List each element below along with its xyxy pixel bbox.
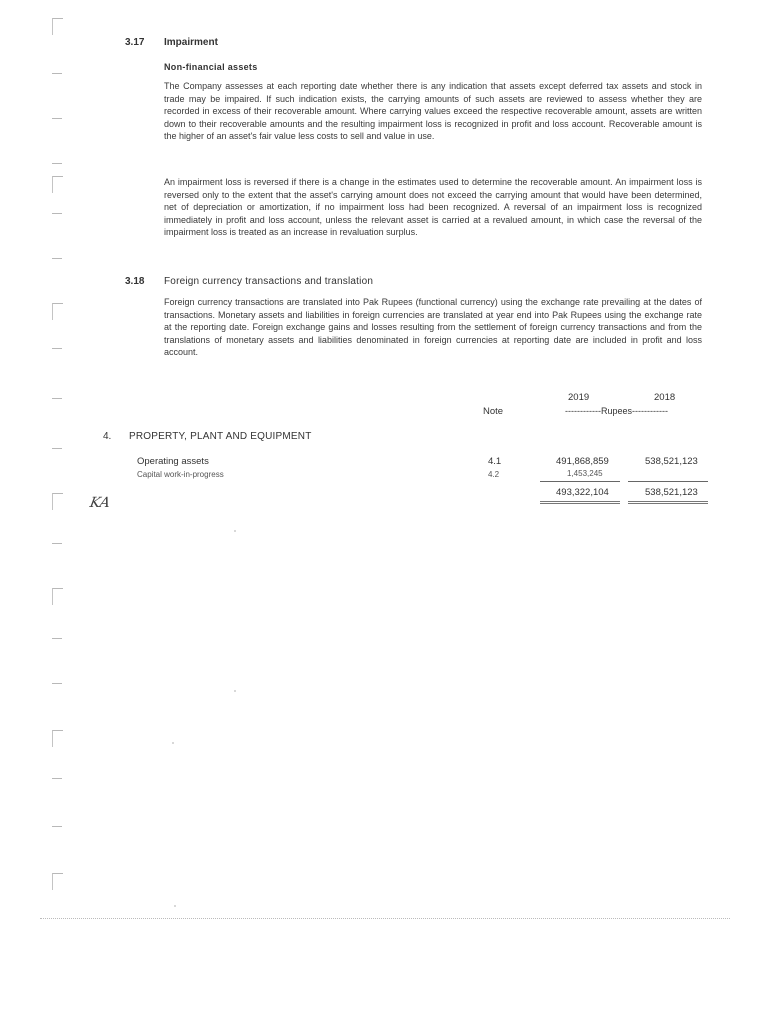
section-317-subheading: Non-financial assets — [164, 62, 258, 72]
subtotal-line-2019 — [540, 481, 620, 482]
total-double-line-2019 — [540, 501, 620, 504]
column-year-2018: 2018 — [654, 392, 676, 403]
row-cwip-note: 4.2 — [488, 470, 500, 479]
row-operating-assets-label: Operating assets — [137, 456, 209, 467]
column-year-2019: 2019 — [568, 392, 590, 403]
row-cwip-label: Capital work-in-progress — [137, 470, 224, 479]
section-4-number: 4. — [103, 431, 112, 442]
row-operating-assets-2019: 491,868,859 — [556, 456, 609, 467]
total-2018: 538,521,123 — [645, 487, 698, 498]
section-317-number: 3.17 — [125, 37, 145, 48]
row-operating-assets-note: 4.1 — [488, 456, 502, 467]
row-cwip-2019: 1,453,245 — [567, 469, 603, 478]
section-4-title: PROPERTY, PLANT AND EQUIPMENT — [129, 431, 312, 442]
row-operating-assets-2018: 538,521,123 — [645, 456, 698, 467]
section-318-title: Foreign currency transactions and translation — [164, 276, 374, 287]
margin-marks — [52, 18, 66, 918]
currency-label: ------------Rupees------------ — [565, 406, 668, 416]
column-note: Note — [483, 406, 504, 417]
subtotal-line-2018 — [628, 481, 708, 482]
impairment-paragraph-2: An impairment loss is reversed if there is a change in the estimates used to determine the recoverable amount. An impairment loss is reversed only to the extent that the asset's carrying amount does not exceed the carrying amount that would have been determined, net of depreciation or amortization, if no impairment loss had been recognized. A reversal of an impairment loss is recognized immediately in profit and loss account, unless the relevant asset is carried at a revalued amount, in which case the reversal of the impairment loss is treated as an increase in revaluation surplus. — [164, 177, 702, 237]
total-double-line-2018 — [628, 501, 708, 504]
bottom-rule — [40, 918, 730, 919]
total-2019: 493,322,104 — [556, 487, 609, 498]
impairment-paragraph-1: The Company assesses at each reporting date whether there is any indication that assets except deferred tax assets and stock in trade may be impaired. If such indication exists, the carrying amounts of such assets are reviewed to assess whether they are recorded in excess of their recoverable amount. Where carrying values exceed the respective recoverable amount, assets are written down to their recoverable amounts and the resulting impairment loss is recognized in profit and loss account. Recoverable amount is the higher of an asset's fair value less costs to sell and value in use. — [164, 81, 702, 141]
section-317-title: Impairment — [164, 37, 218, 48]
handwritten-initials: KA — [88, 495, 112, 511]
section-318-number: 3.18 — [125, 276, 145, 287]
foreign-currency-paragraph: Foreign currency transactions are translated into Pak Rupees (functional currency) using the exchange rate prevailing at the dates of transactions. Monetary assets and liabilities in foreign currencies are translated at year end into Pak Rupees using the exchange rate at the reporting date. Foreign exchange gains and losses resulting from the settlement of foreign currency transactions and from the translations of monetary assets and liabilities denominated in foreign currencies at reporting date are included in profit and loss account. — [164, 297, 702, 357]
